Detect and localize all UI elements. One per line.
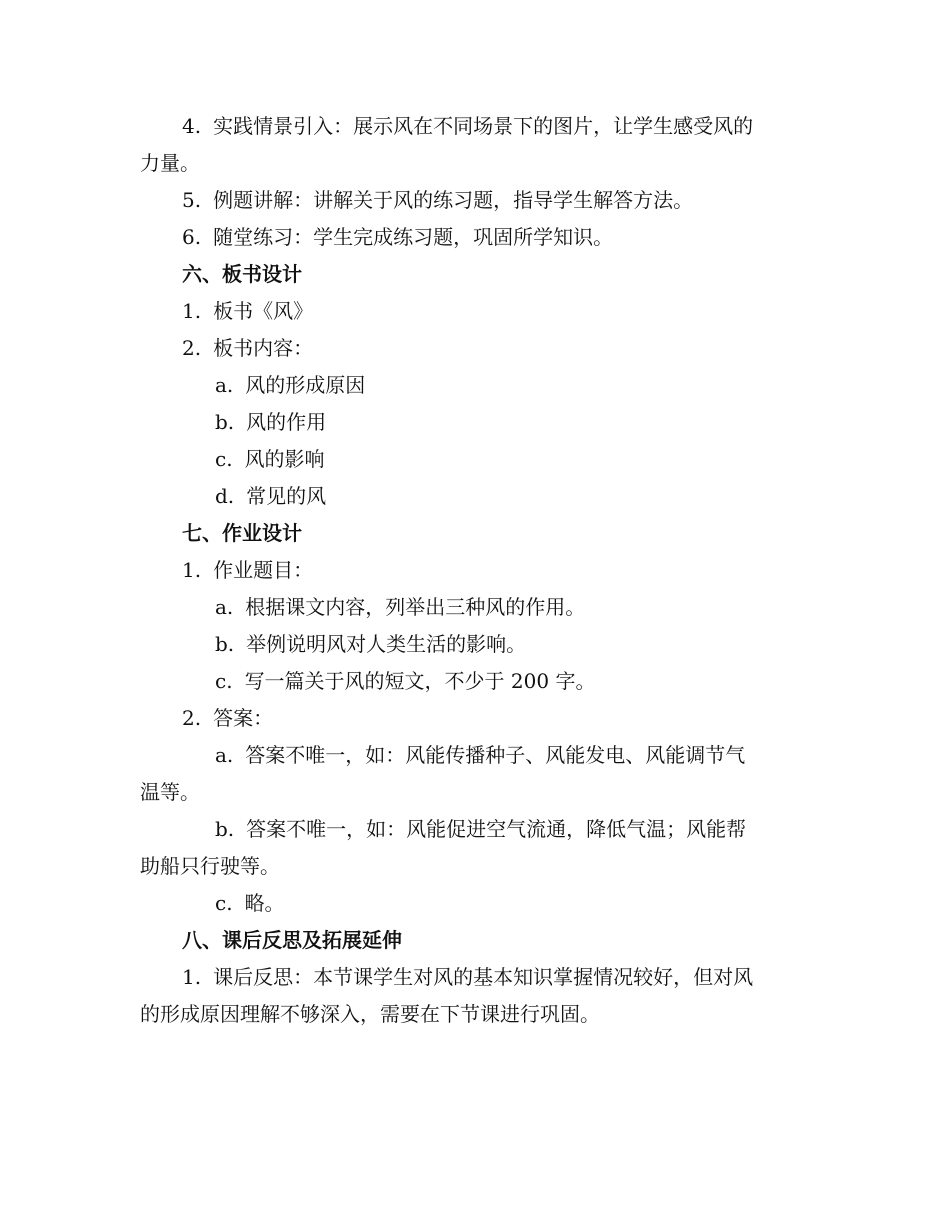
list-item-4-line2: 力量。: [140, 151, 200, 175]
list-item-1: [182, 552, 862, 589]
list-number: 4.: [182, 114, 202, 138]
list-item-6: [182, 219, 862, 256]
sub-item-b: [215, 404, 895, 441]
list-item-2: [182, 700, 862, 737]
answer-c: [215, 885, 895, 922]
list-number: 2.: [182, 336, 202, 360]
sub-label: a.: [215, 595, 234, 619]
sub-item-text: 风的形成原因: [245, 373, 366, 397]
list-number: 1.: [182, 299, 202, 323]
sub-item-a: [215, 367, 895, 404]
list-item-4-line1: [182, 108, 862, 145]
list-item-1-line1: [182, 959, 862, 996]
question-text: 举例说明风对人类生活的影响。: [246, 632, 527, 656]
list-item-text: 例题讲解：讲解关于风的练习题，指导学生解答方法。: [213, 188, 694, 212]
list-number: 1.: [182, 558, 202, 582]
answer-a-line2: 温等。: [140, 780, 200, 804]
sub-label: b.: [215, 410, 235, 434]
answer-text: 答案不唯一，如：风能促进空气流通，降低气温；风能帮: [246, 817, 747, 841]
sub-label: b.: [215, 632, 235, 656]
section-heading-8: 八、课后反思及拓展延伸: [182, 928, 402, 952]
list-item-text: 板书内容：: [213, 336, 314, 360]
sub-label: c.: [215, 447, 233, 471]
list-item-text: 作业题目：: [213, 558, 314, 582]
answer-b-line2: 助船只行驶等。: [140, 854, 280, 878]
question-b: [215, 626, 895, 663]
answer-text: 答案不唯一，如：风能传播种子、风能发电、风能调节气: [245, 743, 746, 767]
list-item-text: 随堂练习：学生完成练习题，巩固所学知识。: [213, 225, 614, 249]
sub-item-c: [215, 441, 895, 478]
section-heading-7: 七、作业设计: [182, 521, 302, 545]
answer-text: 略。: [244, 891, 285, 915]
list-item-text: 答案：: [213, 706, 274, 730]
sub-label: c.: [215, 891, 233, 915]
list-item-1: [182, 293, 862, 330]
question-c: [215, 663, 895, 700]
answer-b-line1: [215, 811, 895, 848]
sub-label: a.: [215, 373, 234, 397]
list-item-text: 板书《风》: [213, 299, 314, 323]
sub-label: a.: [215, 743, 234, 767]
question-text: 根据课文内容，列举出三种风的作用。: [245, 595, 586, 619]
list-item-5: [182, 182, 862, 219]
sub-label: d.: [215, 484, 235, 508]
sub-item-text: 风的作用: [246, 410, 327, 434]
list-item-text: 实践情景引入：展示风在不同场景下的图片，让学生感受风的: [213, 114, 754, 138]
sub-item-text: 风的影响: [244, 447, 325, 471]
list-item-1-line2: 的形成原因理解不够深入，需要在下节课进行巩固。: [140, 1002, 600, 1026]
list-number: 5.: [182, 188, 202, 212]
sub-label: c.: [215, 669, 233, 693]
list-number: 6.: [182, 225, 202, 249]
sub-item-d: [215, 478, 895, 515]
sub-item-text: 常见的风: [246, 484, 327, 508]
sub-label: b.: [215, 817, 235, 841]
list-number: 2.: [182, 706, 202, 730]
answer-a-line1: [215, 737, 895, 774]
question-text: 写一篇关于风的短文，不少于 200 字。: [244, 669, 596, 693]
list-number: 1.: [182, 965, 202, 989]
list-item-2: [182, 330, 862, 367]
question-a: [215, 589, 895, 626]
list-item-text: 课后反思：本节课学生对风的基本知识掌握情况较好，但对风: [213, 965, 754, 989]
section-heading-6: 六、板书设计: [182, 262, 302, 286]
